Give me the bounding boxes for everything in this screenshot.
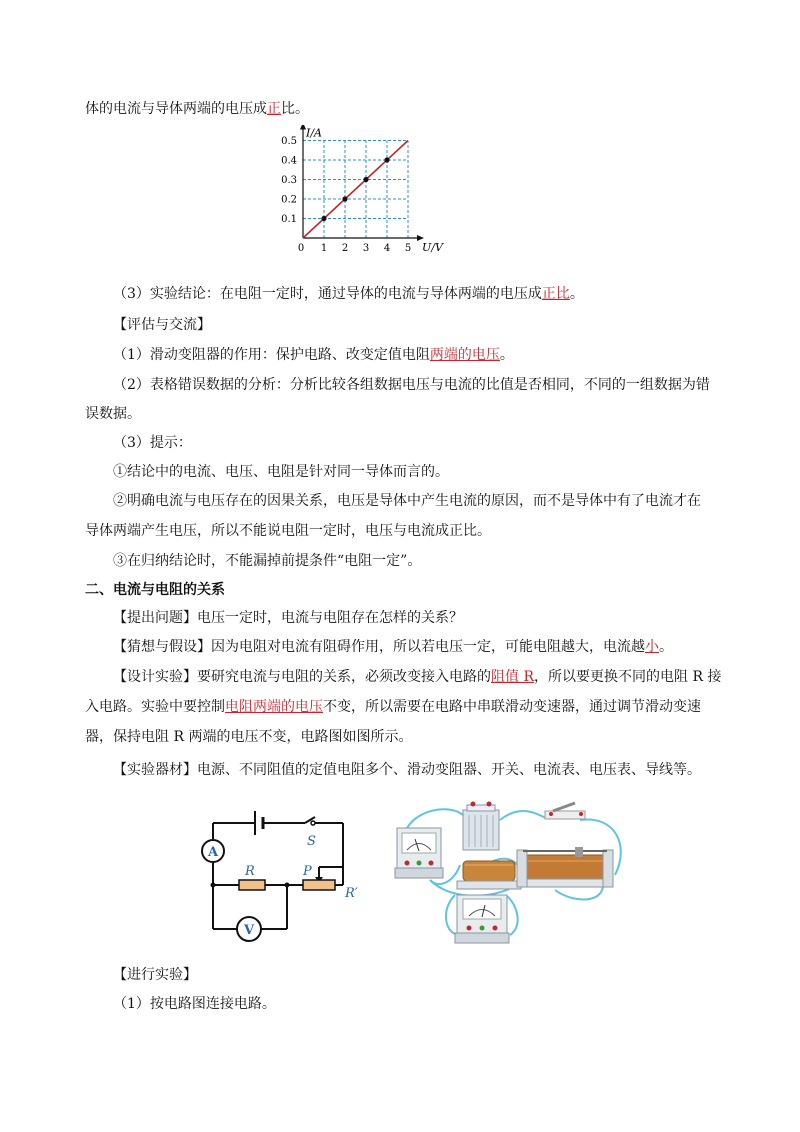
text: （1）滑动变阻器的作用：保护电路、改变定值电阻: [113, 347, 430, 363]
answer-fill: 电阻两端的电压: [225, 699, 323, 715]
resistor-r: [239, 880, 265, 890]
y-tick-label: 0.2: [281, 194, 297, 206]
text: 体的电流与导体两端的电压成: [85, 101, 267, 117]
meter-left-icon: [395, 828, 443, 878]
apparatus-illustration: [385, 795, 635, 950]
answer-fill: 两端的电压: [429, 347, 500, 363]
paragraph-equipment: [113, 760, 701, 780]
text: 电压一定时，电流与电阻存在怎样的关系？: [197, 610, 463, 626]
text: 。: [499, 347, 514, 363]
meter-bottom-icon: [455, 895, 509, 943]
paragraph-error-analysis: （2）表格错误数据的分析：分析比较各组数据电压与电流的比值是否相同，不同的一组数据为错: [113, 377, 710, 393]
answer-fill: 正: [267, 101, 281, 117]
text: 要研究电流与电阻的关系，必须改变接入电路的: [197, 669, 491, 685]
data-point: [321, 216, 326, 221]
resistor-label: R: [245, 864, 255, 879]
rheostat-label: R′: [345, 886, 358, 901]
data-point: [342, 196, 347, 201]
voltmeter-label: V: [243, 923, 255, 938]
text: 。: [659, 639, 673, 655]
y-axis-label: I/A: [306, 126, 322, 140]
text: 不变，所以需要在电路中串联滑动变速器，通过调节滑动变速: [323, 699, 701, 715]
x-tick-label: 4: [383, 243, 391, 254]
paragraph-rheostat-role: [113, 345, 514, 365]
paragraph-design-cont: [85, 697, 701, 717]
tag: 【实验器材】: [113, 762, 197, 778]
paragraph-design: [113, 667, 721, 687]
paragraph-ohm-conclusion-tail: [85, 99, 309, 119]
data-point: [384, 157, 389, 162]
x-tick-label: 1: [320, 243, 328, 254]
text: （3）实验结论：在电阻一定时，通过导体的电流与导体两端的电压成: [113, 286, 542, 302]
x-tick-label: 2: [341, 243, 349, 254]
section-evaluation-heading: 【评估与交流】: [113, 317, 211, 333]
fit-line: [303, 141, 408, 239]
battery-box-icon: [463, 802, 499, 851]
tag: 【设计实验】: [113, 669, 197, 685]
y-tick-label: 0.4: [281, 155, 297, 167]
x-tick-label: 5: [404, 243, 412, 254]
ammeter-label: A: [207, 845, 219, 860]
text: 比。: [281, 101, 309, 117]
paragraph-experiment-conclusion: [113, 284, 584, 304]
text: 入电路。实验中要控制: [85, 699, 225, 715]
tip-3: ③在归纳结论时，不能漏掉前提条件“电阻一定”。: [113, 553, 422, 569]
paragraph-error-analysis-cont: 误数据。: [85, 406, 141, 422]
text: ，所以要更换不同的电阻 R 接: [534, 669, 722, 685]
answer-fill: 正比: [541, 286, 570, 302]
x-tick-label: 3: [362, 243, 370, 254]
knife-switch-icon: [545, 803, 585, 819]
tag: 【提出问题】: [113, 610, 197, 626]
tip-2: ②明确电流与电压存在的因果关系，电压是导体中产生电流的原因，而不是导体中有了电流才在: [113, 493, 701, 509]
circuit-diagram: [195, 805, 370, 945]
procedure-step-1: （1）按电路图连接电路。: [113, 996, 276, 1012]
x-axis-label: U/V: [422, 241, 443, 254]
paragraph-hypothesis: [113, 637, 673, 657]
section-procedure-heading: 【进行实验】: [113, 967, 197, 983]
section-heading-current-resistance: 二、电流与电阻的关系: [85, 582, 225, 598]
paragraph-design-cont2: 器，保持电阻 R 两端的电压不变，电路图如图所示。: [85, 729, 413, 745]
origin-label: 0: [297, 243, 305, 254]
fixed-resistor-coil-icon: [457, 861, 521, 889]
answer-fill: 阻值 R: [491, 669, 534, 685]
y-tick-label: 0.5: [281, 136, 297, 147]
text: 因为电阻对电流有阻碍作用，所以若电压一定，可能电阻越大，电流越: [211, 639, 645, 655]
y-tick-label: 0.3: [281, 175, 297, 186]
paragraph-question: [113, 608, 463, 628]
text: 电源、不同阻值的定值电阻多个、滑动变阻器、开关、电流表、电压表、导线等。: [197, 762, 701, 778]
slider-label: P: [303, 864, 312, 879]
answer-fill: 小: [645, 639, 659, 655]
rheostat-r-prime: [303, 880, 335, 890]
iu-graph: [270, 125, 460, 260]
tip-1: ①结论中的电流、电压、电阻是针对同一导体而言的。: [113, 464, 449, 480]
chart-series: [303, 141, 408, 239]
switch-label: S: [307, 834, 316, 849]
paragraph-tips-label: （3）提示：: [113, 435, 192, 451]
data-point: [363, 177, 368, 182]
text: 。: [569, 286, 584, 302]
tag: 【猜想与假设】: [113, 639, 211, 655]
y-tick-label: 0.1: [281, 214, 297, 225]
tip-2-cont: 导体两端产生电压，所以不能说电阻一定时，电压与电流成正比。: [85, 523, 491, 539]
rheostat-icon: [517, 847, 613, 887]
